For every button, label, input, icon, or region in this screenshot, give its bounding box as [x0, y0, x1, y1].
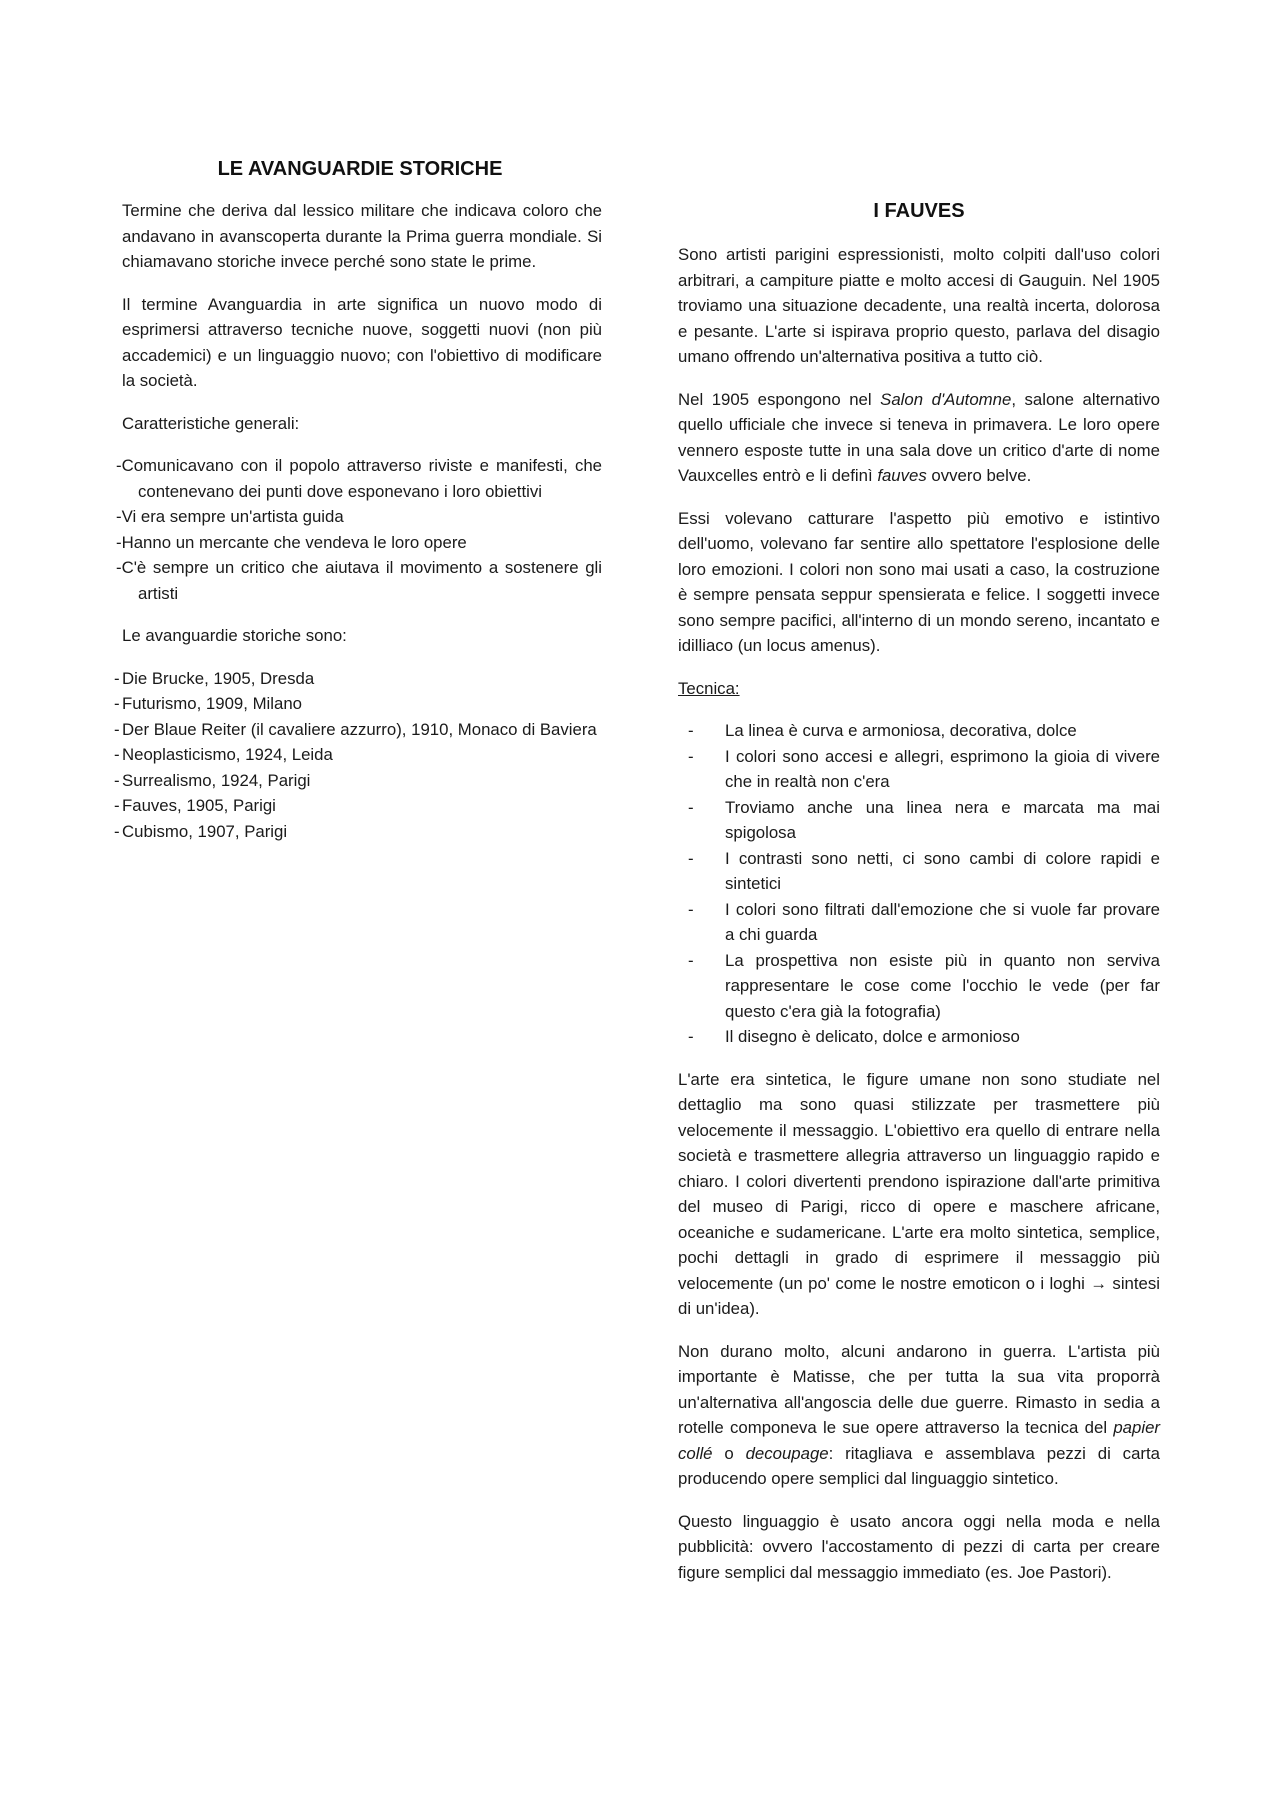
left-paragraph-2: Il termine Avanguardia in arte significa un nuovo modo di esprimersi attraverso tecniche nuove, soggetti nuovi (non più accademici) e un linguaggio nuovo; con l'obiettivo di modificare la società. — [122, 294, 602, 390]
movement-text: Cubismo, 1907, Parigi — [122, 821, 288, 841]
tecnica-text: I colori sono accesi e allegri, esprimono la gioia di vivere che in realtà non c'era — [725, 746, 1160, 791]
right-paragraph-5 — [678, 1339, 1160, 1492]
text-span: o — [712, 1443, 746, 1463]
list-item: - Troviamo anche una linea nera e marcata ma mai spigolosa — [688, 797, 1160, 842]
right-paragraph-2 — [678, 387, 1160, 489]
tecnica-text: I contrasti sono netti, ci sono cambi di colore rapidi e sintetici — [725, 848, 1160, 893]
movements-list — [114, 666, 602, 845]
feature-text: C'è sempre un critico che aiutava il movimento a sostenere gli artisti — [121, 558, 602, 603]
movement-text: Neoplasticismo, 1924, Leida — [122, 745, 333, 764]
right-title: I FAUVES — [873, 200, 965, 222]
feature-text: Comunicavano con il popolo attraverso riviste e manifesti, che contenevano dei punti dove esponevano i loro obiettivi — [121, 456, 602, 501]
movements-heading: Le avanguardie storiche sono: — [122, 626, 347, 645]
right-paragraph-4 — [678, 1067, 1160, 1322]
tecnica-heading: Tecnica: — [678, 678, 740, 698]
tecnica-list — [678, 718, 1160, 1050]
list-item: -Vi era sempre un'artista guida — [116, 507, 344, 526]
list-item: - Die Brucke, 1905, Dresda — [114, 668, 315, 688]
list-item: - I contrasti sono netti, ci sono cambi di colore rapidi e sintetici — [688, 848, 1160, 893]
movement-text: Fauves, 1905, Parigi — [122, 796, 276, 815]
movement-text: Futurismo, 1909, Milano — [122, 694, 303, 713]
list-item: - Neoplasticismo, 1924, Leida — [114, 745, 333, 764]
tecnica-text: I colori sono filtrati dall'emozione che si vuole far provare a chi guarda — [725, 899, 1160, 944]
list-item: -Hanno un mercante che vendeva le loro opere — [116, 532, 467, 552]
left-column — [114, 156, 602, 861]
left-title: LE AVANGUARDIE STORICHE — [217, 158, 503, 180]
tecnica-text: La prospettiva non esiste più in quanto non serviva rappresentare le cose come l'occhio le vede (per far questo c'era già la fotografia) — [725, 950, 1160, 1021]
feature-text: Hanno un mercante che vendeva le loro opere — [121, 532, 467, 552]
fauves-term: fauves — [877, 466, 927, 485]
movement-text: Surrealismo, 1924, Parigi — [122, 770, 311, 790]
tecnica-text: Il disegno è delicato, dolce e armonioso — [725, 1027, 1020, 1046]
list-item: - Futurismo, 1909, Milano — [114, 694, 303, 713]
text-span: L'arte era sintetica, le figure umane non sono studiate nel dettaglio ma sono quasi stilizzate per trasmettere più velocemente il messaggio. L'obiettivo era quello di entrare nella società e trasmettere allegria attraverso un linguaggio rapido e chiaro. I colori divertenti prendono ispirazione dall'arte primitiva del museo di Parigi, ricco di opere e maschere africane, oceaniche e sudamericane. L'arte era molto sintetica, semplice, pochi dettagli in grado di esprimere il messaggio più velocemente (un po' come le nostre emoticon o i loghi — [678, 1069, 1160, 1293]
list-item: - La linea è curva e armoniosa, decorativa, dolce — [688, 721, 1077, 740]
text-span: Non durano molto, alcuni andarono in guerra. L'artista più importante è Matisse, che per tutta la sua vita proporrà un'alternativa all'angoscia delle due guerre. Rimasto in sedia a rotelle componeva le sue opere attraverso la tecnica del — [678, 1341, 1160, 1437]
list-item: - Surrealismo, 1924, Parigi — [114, 770, 311, 790]
right-paragraph-6: Questo linguaggio è usato ancora oggi nella moda e nella pubblicità: ovvero l'accostamento di pezzi di carta per creare figure semplici dal messaggio immediato (es. Joe Pastori). — [678, 1511, 1160, 1582]
features-heading: Caratteristiche generali: — [122, 413, 300, 433]
list-item: - Der Blaue Reiter (il cavaliere azzurro), 1910, Monaco di Baviera — [114, 719, 597, 739]
left-paragraph-1: Termine che deriva dal lessico militare che indicava coloro che andavano in avanscoperta durante la Prima guerra mondiale. Si chiamavano storiche invece perché sono state le prime. — [122, 201, 602, 271]
decoupage-term: decoupage — [745, 1443, 829, 1463]
text-span: Nel 1905 espongono nel — [678, 389, 881, 409]
list-item: - Cubismo, 1907, Parigi — [114, 821, 288, 841]
feature-text: Vi era sempre un'artista guida — [121, 507, 344, 526]
list-item: - I colori sono filtrati dall'emozione che si vuole far provare a chi guarda — [688, 899, 1160, 944]
text-span: : ritagliava e assemblava pezzi di carta producendo opere semplici dal linguaggio sintetico. — [678, 1443, 1160, 1488]
list-item: -C'è sempre un critico che aiutava il movimento a sostenere gli artisti — [116, 558, 602, 603]
text-span: ovvero belve. — [926, 466, 1032, 485]
list-item: - I colori sono accesi e allegri, esprimono la gioia di vivere che in realtà non c'era — [688, 746, 1160, 791]
tecnica-text: La linea è curva e armoniosa, decorativa, dolce — [725, 721, 1077, 740]
text-span: , salone alternativo quello ufficiale che invece si teneva in primavera. Le loro opere vennero esposte tutte in una sala dove un critico d'arte di nome Vauxcelles entrò e li definì — [678, 389, 1160, 485]
features-list — [116, 453, 602, 606]
right-paragraph-1: Sono artisti parigini espressionisti, molto colpiti dall'uso colori arbitrari, a campiture piatte e molto accesi di Gauguin. Nel 1905 troviamo una situazione decadente, una realtà incerta, dolorosa e pesante. L'arte si ispirava proprio questo, parlava del disagio umano offrendo un'alternativa positiva a tutto ciò. — [678, 245, 1160, 366]
right-paragraph-3: Essi volevano catturare l'aspetto più emotivo e istintivo dell'uomo, volevano far sentire allo spettatore l'esplosione delle loro emozioni. I colori non sono mai usati a caso, la costruzione è sempre pensata seppur spensierata e felice. I soggetti invece sono sempre pacifici, all'interno di un mondo sereno, incantato e idilliaco (un locus amenus). — [678, 508, 1160, 655]
list-item: - Il disegno è delicato, dolce e armonioso — [688, 1027, 1020, 1046]
tecnica-text: Troviamo anche una linea nera e marcata ma mai spigolosa — [725, 797, 1160, 842]
salon-name: Salon d'Automne — [880, 389, 1012, 409]
movement-text: Der Blaue Reiter (il cavaliere azzurro), 1910, Monaco di Baviera — [122, 719, 597, 739]
text-span: sintesi di un'idea). — [678, 1273, 1160, 1318]
list-item: - La prospettiva non esiste più in quanto non serviva rappresentare le cose come l'occhio le vede (per far questo c'era già la fotografia) — [688, 950, 1160, 1021]
list-item: -Comunicavano con il popolo attraverso riviste e manifesti, che contenevano dei punti dove esponevano i loro obiettivi — [116, 456, 602, 501]
list-item: - Fauves, 1905, Parigi — [114, 796, 276, 815]
arrow-icon: → — [1090, 1273, 1108, 1293]
movement-text: Die Brucke, 1905, Dresda — [122, 668, 315, 688]
right-column — [678, 198, 1160, 1602]
papier-colle-term: papier collé — [678, 1418, 1160, 1463]
